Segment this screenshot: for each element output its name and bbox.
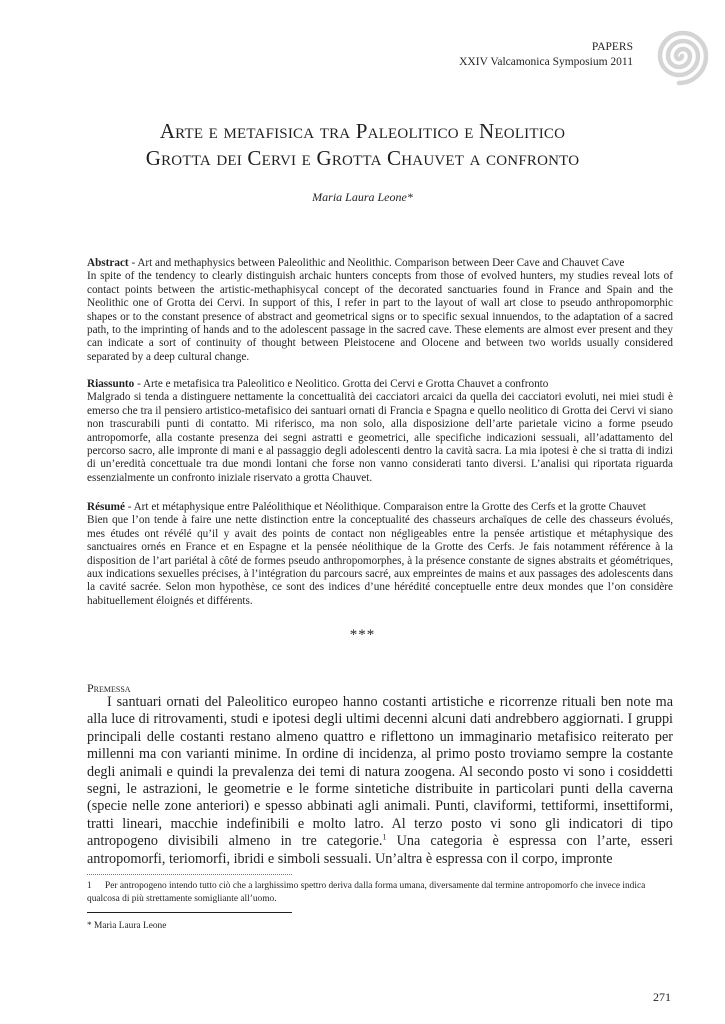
abstract-italian [87,378,673,485]
footnote-number: 1 [87,881,92,891]
footnote-1 [87,880,677,905]
body-text [87,694,673,868]
abstract-text: In spite of the tendency to clearly distinguish archaic hunters concepts from those of evolved hunters, my studies reveal lots of contact points between the artistic-methaphisycal concept of the decorated sanctuaries found in France and Spain and the Neolithic one of Grotta dei Cervi. In support of this, I refer in part to the layout of wall art close to pseudo anthropomorphic shapes or to the constant presence of abstract and geometrical signs or to specific sexual innuendos, to the adaptation of a sacred path, to the imprinting of hands and to the adolescent passage in the sacred cave. These elements are almost ever present and they can indicate a sort of continuity of thought between Pleistocene and Olocene and between two worlds usually considered separated by a deep cultural change. [87,270,673,363]
title-line-1: Arte e metafisica tra Paleolitico e Neolitico [159,119,566,143]
spiral-logo-icon [640,18,720,94]
header-symposium: XXIV Valcamonica Symposium 2011 [459,56,633,68]
footnote-text: Per antropogeno intendo tutto ciò che a larghissimo spettro deriva dalla forma umana, diversamente dal termine antropomorfo che invece indica qualcosa di più strettamente somigliante all’uomo. [87,881,646,904]
riassunto-text: Malgrado si tenda a distinguere nettamente la concettualità dei cacciatori arcaici da quella dei cacciatori evoluti, nei miei studi è emerso che tra il pensiero artistico-metafisico dei santuari ornati di Francia e Spagna e quello neolitico di Grotta dei Cervi vi siano non trascurabili punti di contatto. Mi riferisco, ma non solo, alla disposizione dell’arte parietale vicino a forme pseudo antropomorfe, alla costante presenza dei segni astratti e geometrici, alle specifiche indicazioni sessuali, all’adattamento del percorso sacro, alle impronte di mani e al passaggio degli adolescenti dentro la cavità sacra. La mia ipotesi è che si tratta di indizi di un’eredità concettuale tra due mondi lontani che forse non vanno considerati tanto diversi. L’analisi qui riportata riguarda essenzialmente un confronto iniziale riservato a grotta Chauvet. [87,391,673,484]
title-line-2: Grotta dei Cervi e Grotta Chauvet a confronto [145,146,580,170]
abstract-label: Abstract [87,257,129,269]
author-footnote: * Maria Laura Leone [87,921,167,931]
body-paragraph [87,694,673,868]
header-section-label: PAPERS [591,41,633,53]
footnote-reference[interactable]: 1 [382,832,387,842]
author-name: Maria Laura Leone* [312,190,413,204]
abstract-lead: - Art and methaphysics between Paleolithic and Neolithic. Comparison between Deer Cave and Chauvet Cave [128,257,625,269]
resume-label: Résumé [87,501,125,513]
body-text-part-1: I santuari ornati del Paleolitico europeo hanno costanti artistiche e ricorrenze rituali ben note ma alla luce di ritrovamenti, studi e ipotesi degli ultimi decenni alcuni dati andrebbero aggiornati. I gruppi principali delle costanti restano almeno quattro e riflettono un immaginario metafisico reiterato per millenni ma con varianti minime. In ordine di incidenza, al primo posto troviamo sempre la costante degli animali e quindi la prevalenza dei temi di natura zoogena. Al secondo posto vi sono i cosiddetti segni, le astrazioni, le geometrie e le forme sintetiche distribuite in particolari punti della caverna (specie nelle zone anteriori) e spesso abbinati agli animali. Punti, claviformi, tettiformi, insettiformi, tratti lineari, macchie indefinibili e molto latro. Al terzo posto vi sono gli indicatori di tipo antropogeno divisibili almeno in tre categorie. [87,694,673,850]
page-number: 271 [653,990,671,1004]
footnote-divider [87,874,292,875]
riassunto-lead: - Arte e metafisica tra Paleolitico e Neolitico. Grotta dei Cervi e Grotta Chauvet a confronto [134,378,549,390]
author-note-divider [87,912,292,913]
body-text-part-2: Una categoria è espressa con l’arte, esseri antropomorfi, teriomorfi, ibridi e simboli sessuali. Un’altra è espressa con il corpo, impronte [87,833,673,867]
paper-title [40,118,685,172]
resume-lead: - Art et métaphysique entre Paléolithique et Néolithique. Comparaison entre la Grotte des Cerfs et la grotte Chauvet [124,501,646,513]
riassunto-label: Riassunto [87,378,135,390]
resume-text: Bien que l’on tende à faire une nette distinction entre la conceptualité des chasseurs archaïques de celle des chasseurs évolués, mes études ont révélé qu’il y avait des points de contact non négligeables entre la pensée artistique et métaphysique des sanctuaires ornés en France et en Espagne et la pensée néolithique de la Grotte des Cerfs. Je fais notamment référence à la disposition de l’art pariétal à côté de formes pseudo anthropomorphes, à la présence constante de signes abstraits et géométriques, aux indications sexuelles précises, à l’intégration du parcours sacré, aux empreintes de mains et aux passages des adolescents dans la cavité sacrée. Selon mon hypothèse, ce sont des indices d’une hérédité conceptuelle entre deux mondes que l’on considère habituellement éloignés et différents. [87,514,673,607]
abstract-french [87,501,673,608]
running-header [459,40,633,70]
section-separator: *** [349,627,376,643]
section-heading: Premessa [87,681,131,695]
abstract-english [87,257,673,364]
